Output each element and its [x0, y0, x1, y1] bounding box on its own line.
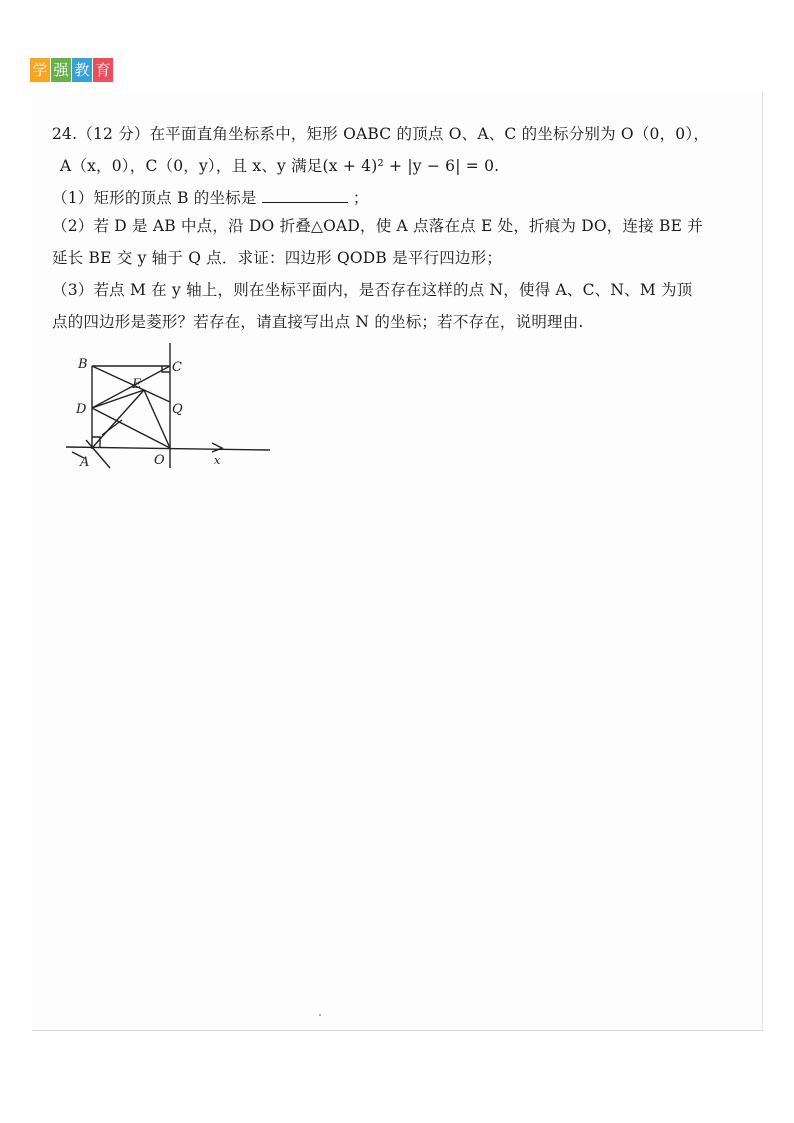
label-b: B — [78, 357, 88, 372]
label-a: A — [80, 455, 90, 470]
part-2-line-2: 延长 BE 交 y 轴于 Q 点．求证：四边形 QODB 是平行四边形； — [52, 249, 503, 267]
answer-blank — [262, 188, 348, 203]
logo — [30, 58, 114, 82]
x-axis-arrow — [212, 443, 222, 452]
question-line-1: 24.（12 分）在平面直角坐标系中，矩形 OABC 的顶点 O、A、C 的坐标分别为 O（0，0）， — [52, 125, 710, 143]
part-1-text: （1）矩形的顶点 B 的坐标是 — [52, 189, 257, 207]
segment-eo — [144, 390, 170, 448]
label-c: C — [172, 360, 182, 375]
logo-char-4: 育 — [93, 58, 113, 82]
label-x: x — [214, 454, 221, 467]
logo-char-1: 学 — [30, 58, 50, 82]
segment-a-ext — [86, 440, 110, 468]
part-3-line-1: （3）若点 M 在 y 轴上，则在坐标平面内，是否存在这样的点 N，使得 A、C、N、M 为顶 — [52, 281, 693, 299]
segment-cd — [92, 366, 170, 408]
geometry-figure — [62, 340, 277, 475]
logo-char-2: 强 — [51, 58, 71, 82]
logo-char-3: 教 — [72, 58, 92, 82]
label-q: Q — [172, 402, 183, 417]
label-o: O — [154, 453, 165, 468]
segment-do — [92, 408, 170, 448]
label-d: D — [76, 402, 87, 417]
question-line-2: A（x，0），C（0，y），且 x、y 满足(x + 4)² + |y − 6| = 0. — [60, 157, 500, 175]
part-2-line-1: （2）若 D 是 AB 中点，沿 DO 折叠△OAD，使 A 点落在点 E 处，折痕为 DO，连接 BE 并 — [52, 217, 703, 235]
part-1 — [52, 187, 369, 209]
label-e: E — [132, 377, 142, 392]
part-3-line-2: 点的四边形是菱形？若存在，请直接写出点 N 的坐标；若不存在，说明理由. — [52, 313, 584, 331]
part-1-suffix: ； — [352, 189, 369, 207]
scan-speck — [319, 1014, 321, 1016]
extra-line — [102, 420, 122, 435]
